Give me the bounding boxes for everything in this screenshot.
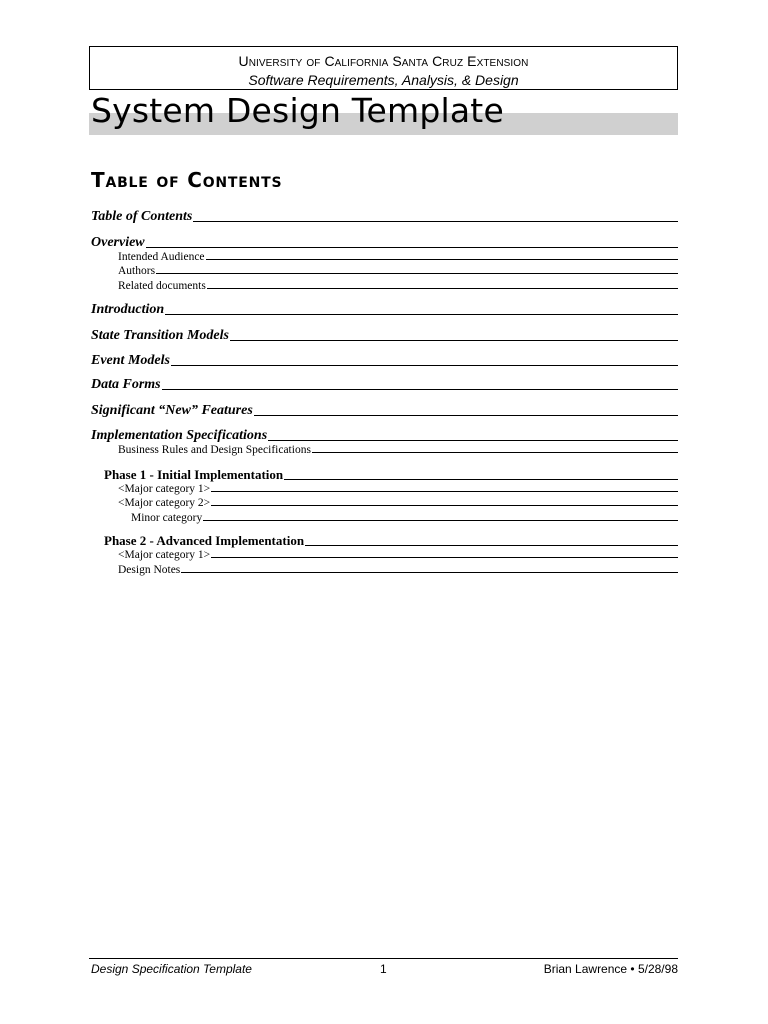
toc-leader-line [165,314,678,315]
toc-entry-authors[interactable] [118,265,678,277]
toc-entry-intended-audience[interactable] [118,251,678,263]
toc-entry-implementation-specifications[interactable] [91,428,678,444]
toc-entry-major-category-2[interactable] [118,497,678,509]
header-course: Software Requirements, Analysis, & Design [248,72,519,88]
toc-entry-label: Introduction [91,302,165,317]
toc-entry-label: Data Forms [91,377,161,392]
toc-entry-label: Event Models [91,353,170,368]
toc-entry-label: Implementation Specifications [91,428,268,443]
toc-leader-line [156,273,678,274]
toc-leader-line [193,221,678,222]
toc-entry-related-documents[interactable] [118,280,678,292]
toc-leader-line [254,415,678,416]
toc-leader-line [181,572,678,573]
toc-leader-line [211,491,678,492]
toc-entry-label: Intended Audience [118,251,205,263]
toc-entry-label: Business Rules and Design Specifications [118,444,311,456]
toc-entry-state-transition-models[interactable] [91,328,678,344]
toc-leader-line [171,365,678,366]
toc-entry-label: Overview [91,235,145,250]
toc-entry-label: Phase 1 - Initial Implementation [104,467,284,482]
toc-leader-line [207,288,678,289]
toc-heading: Table of Contents [91,168,283,192]
toc-leader-line [230,340,678,341]
toc-leader-line [146,247,678,248]
toc-entry-label: <Major category 1> [118,549,211,561]
toc-entry-minor-category[interactable] [131,512,678,524]
toc-entry-table-of-contents[interactable] [91,209,678,225]
toc-entry-phase-1[interactable] [104,467,678,483]
toc-entry-major-category-1-phase-2[interactable] [118,549,678,561]
toc-entry-design-notes[interactable] [118,564,678,576]
toc-leader-line [312,452,678,453]
footer-document-name: Design Specification Template [91,962,252,976]
toc-entry-phase-2[interactable] [104,533,678,549]
toc-entry-event-models[interactable] [91,353,678,369]
toc-leader-line [284,479,678,480]
document-title: System Design Template [91,91,504,130]
toc-entry-overview[interactable] [91,235,678,251]
toc-leader-line [268,440,678,441]
toc-entry-label: State Transition Models [91,328,229,343]
toc-entry-label: <Major category 1> [118,483,211,495]
toc-entry-label: Significant “New” Features [91,403,253,418]
toc-leader-line [206,259,678,260]
toc-entry-label: Phase 2 - Advanced Implementation [104,533,305,548]
toc-entry-label: <Major category 2> [118,497,211,509]
toc-leader-line [211,505,678,506]
toc-entry-label: Design Notes [118,564,181,576]
footer-page-number: 1 [380,962,387,976]
toc-entry-label: Authors [118,265,156,277]
toc-leader-line [211,557,678,558]
footer-author-date: Brian Lawrence • 5/28/98 [543,962,678,976]
header-organization: University of California Santa Cruz Extension [238,53,529,69]
footer-divider [89,958,678,959]
toc-leader-line [203,520,678,521]
toc-entry-business-rules[interactable] [118,444,678,456]
toc-leader-line [305,545,678,546]
toc-entry-label: Related documents [118,280,206,292]
toc-entry-data-forms[interactable] [91,377,678,393]
toc-leader-line [162,389,678,390]
toc-entry-major-category-1[interactable] [118,483,678,495]
toc-entry-label: Table of Contents [91,209,193,224]
toc-entry-significant-new-features[interactable] [91,403,678,419]
toc-entry-introduction[interactable] [91,302,678,318]
toc-entry-label: Minor category [131,512,203,524]
